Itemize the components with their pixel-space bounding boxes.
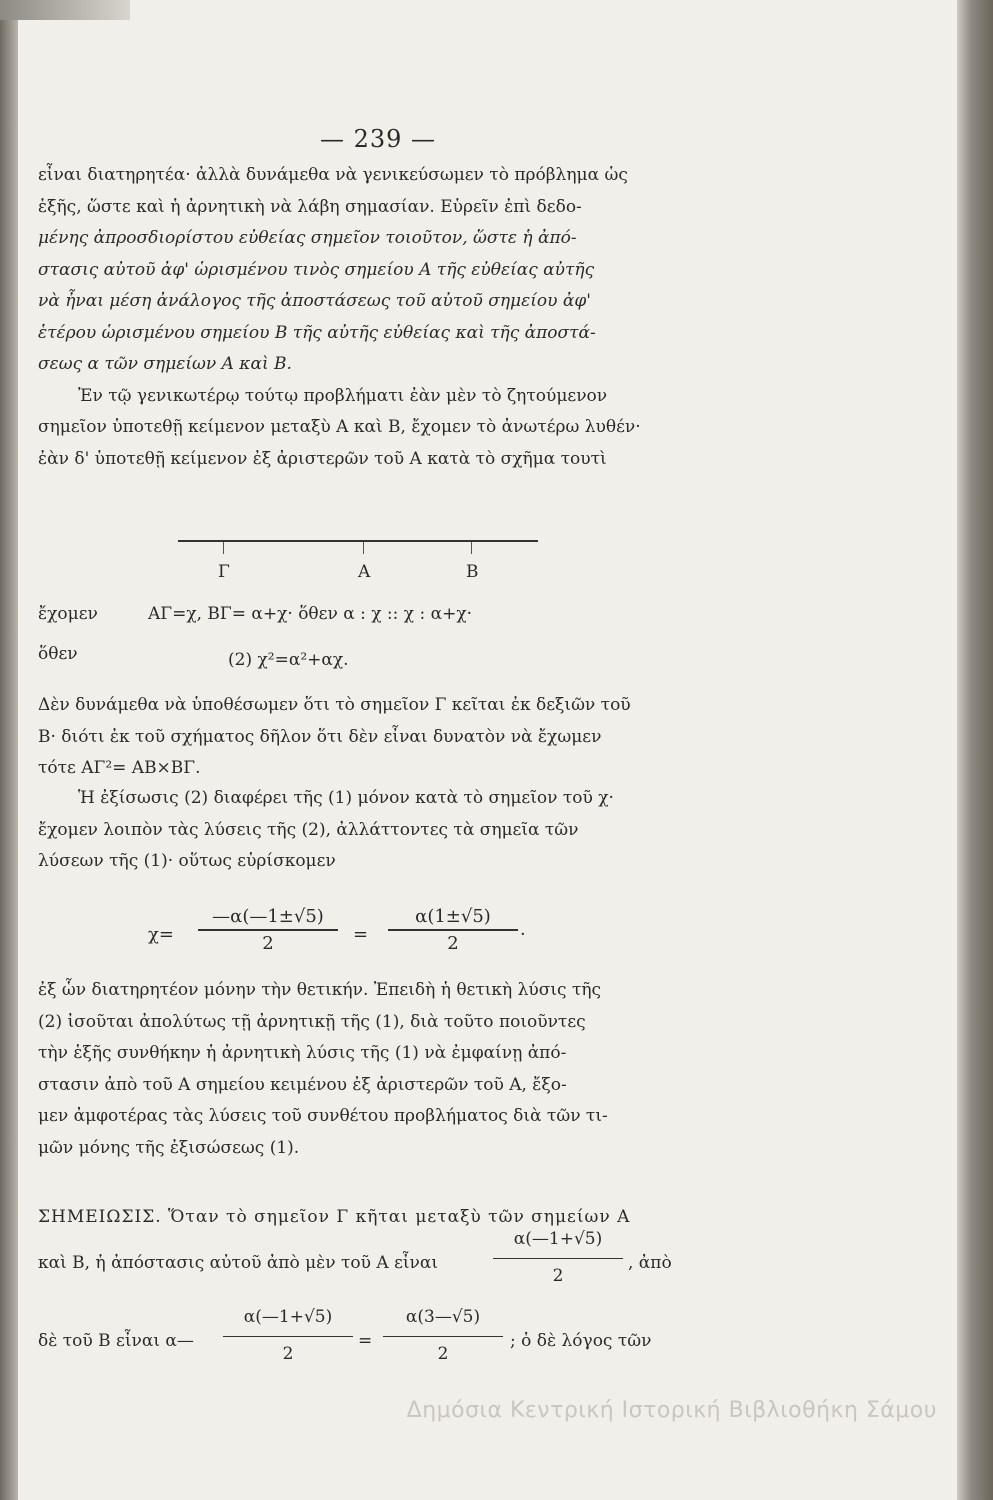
note-fraction-b bbox=[223, 1302, 353, 1371]
paragraph-note bbox=[38, 1202, 728, 1372]
fraction-bar bbox=[198, 929, 338, 931]
text-line: στασιν ἀπὸ τοῦ Α σημείου κειμένου ἐξ ἀριστερῶν τοῦ Α, ἔξο- bbox=[38, 1074, 567, 1095]
paragraph-right-side bbox=[38, 690, 728, 785]
fraction-bar bbox=[383, 1336, 503, 1338]
text-line: ἐξ ὧν διατηρητέον μόνην τὴν θετικήν. Ἐπειδὴ ἡ θετικὴ λύσις τῆς bbox=[38, 980, 602, 1000]
text-line: (2) ἰσοῦται ἀπολύτως τῇ ἀρνητικῇ τῆς (1), διὰ τοῦτο ποιοῦντες bbox=[38, 1011, 586, 1032]
formula-fraction-2 bbox=[388, 906, 518, 954]
figure-tick bbox=[223, 542, 224, 554]
fraction-numerator: α(—1+√5) bbox=[513, 1229, 603, 1249]
note-fraction-c bbox=[383, 1302, 503, 1371]
text-line: μεν ἀμφοτέρας τὰς λύσεις τοῦ συνθέτου προβλήματος διὰ τῶν τι- bbox=[38, 1106, 608, 1126]
note-line-3-start: δὲ τοῦ Β εἶναι α— bbox=[38, 1331, 194, 1351]
text-line: μένης ἀπροσδιορίστου εὐθείας σημεῖον τοιοῦτον, ὥστε ἡ ἀπό- bbox=[38, 228, 577, 248]
text-line: νὰ ἦναι μέση ἀνάλογος τῆς ἀποστάσεως τοῦ αὐτοῦ σημείου ἀφ' bbox=[38, 291, 591, 311]
note-line-3-end: ; ὁ δὲ λόγος τῶν bbox=[510, 1331, 652, 1351]
text-line: μῶν μόνης τῆς ἐξισώσεως (1). bbox=[38, 1137, 300, 1158]
formula-equals: = bbox=[353, 924, 369, 945]
text-line: ἔχομεν λοιπὸν τὰς λύσεις τῆς (2), ἀλλάττοντες τὰ σημεῖα τῶν bbox=[38, 819, 579, 840]
figure-line bbox=[178, 540, 538, 542]
fraction-numerator: α(3—√5) bbox=[405, 1307, 481, 1327]
page-edge-shadow bbox=[957, 0, 993, 1500]
text-line: ἑτέρου ὡρισμένου σημείου Β τῆς αὐτῆς εὐθείας καὶ τῆς ἀποστά- bbox=[38, 322, 596, 343]
note-fraction-a bbox=[493, 1224, 623, 1293]
fraction-numerator: α(—1+√5) bbox=[243, 1307, 333, 1327]
figure-label-gamma: Γ bbox=[218, 562, 230, 582]
equation-label-othen: ὅθεν bbox=[38, 644, 78, 664]
fraction-denominator: 2 bbox=[282, 1344, 294, 1364]
figure-label-alpha: Α bbox=[358, 562, 371, 582]
paragraph-positive-solution bbox=[38, 975, 728, 1164]
figure-tick bbox=[471, 542, 472, 554]
equation-1: ΑΓ=χ, ΒΓ= α+χ· ὅθεν α : χ :: χ : α+χ· bbox=[148, 604, 473, 624]
text-line: ἑξῆς, ὥστε καὶ ἡ ἀρνητικὴ νὰ λάβη σημασίαν. Εὑρεῖν ἐπὶ δεδο- bbox=[38, 196, 582, 217]
fraction-denominator: 2 bbox=[262, 932, 274, 954]
figure-label-beta: Β bbox=[466, 562, 479, 582]
equation-label-echomen: ἔχομεν bbox=[38, 604, 98, 624]
formula-tail: · bbox=[520, 924, 526, 945]
text-line: Ἡ ἐξίσωσις (2) διαφέρει τῆς (1) μόνον κατὰ τὸ σημεῖον τοῦ χ· bbox=[78, 788, 614, 808]
fraction-denominator: 2 bbox=[447, 932, 459, 954]
formula-lhs: χ= bbox=[148, 924, 174, 945]
paragraph-equation-difference bbox=[38, 783, 728, 878]
text-line: λύσεων τῆς (1)· οὕτως εὑρίσκομεν bbox=[38, 851, 336, 871]
fraction-bar bbox=[388, 929, 518, 931]
text-line: τὴν ἑξῆς συνθήκην ἡ ἀρνητικὴ λύσις τῆς (1) νὰ ἐμφαίνῃ ἀπό- bbox=[38, 1043, 567, 1063]
note-line-1: ΣΗΜΕΙΩΣΙΣ. Ὅταν τὸ σημεῖον Γ κῆται μεταξὺ τῶν σημείων Α bbox=[38, 1207, 631, 1227]
equation-2: (2) χ²=α²+αχ. bbox=[228, 650, 349, 670]
fraction-bar bbox=[223, 1336, 353, 1338]
line-segment-figure bbox=[178, 536, 538, 590]
figure-tick bbox=[363, 542, 364, 554]
book-spine bbox=[0, 0, 18, 1500]
fraction-numerator: —α(—1±√5) bbox=[212, 906, 324, 927]
note-equals: = bbox=[358, 1331, 373, 1351]
text-line: σημεῖον ὑποτεθῇ κείμενον μεταξὺ Α καὶ Β, ἔχομεν τὸ ἀνωτέρω λυθέν· bbox=[38, 417, 641, 437]
fraction-denominator: 2 bbox=[437, 1344, 449, 1364]
text-line: τότε ΑΓ²= ΑΒ×ΒΓ. bbox=[38, 758, 201, 778]
text-line: εἶναι διατηρητέα· ἀλλὰ δυνάμεθα νὰ γενικεύσωμεν τὸ πρόβλημα ὡς bbox=[38, 165, 628, 185]
paragraph-problem-generalization bbox=[38, 160, 728, 475]
text-line: ἐὰν δ' ὑποτεθῇ κείμενον ἐξ ἀριστερῶν τοῦ Α κατὰ τὸ σχῆμα τουτὶ bbox=[38, 448, 607, 469]
note-line-2-end: , ἀπὸ bbox=[628, 1253, 672, 1273]
fraction-bar bbox=[493, 1258, 623, 1260]
text-line: σεως α τῶν σημείων Α καὶ Β. bbox=[38, 354, 292, 374]
text-line: Δὲν δυνάμεθα νὰ ὑποθέσωμεν ὅτι τὸ σημεῖον Γ κεῖται ἐκ δεξιῶν τοῦ bbox=[38, 695, 631, 715]
text-line: Β· διότι ἐκ τοῦ σχήματος δῆλον ὅτι δὲν εἶναι δυνατὸν νὰ ἔχωμεν bbox=[38, 726, 602, 747]
text-line: Ἐν τῷ γενικωτέρῳ τούτῳ προβλήματι ἐὰν μὲν τὸ ζητούμενον bbox=[78, 385, 608, 406]
page-number: — 239 — bbox=[319, 125, 437, 153]
fraction-numerator: α(1±√5) bbox=[415, 906, 491, 927]
library-watermark: Δημόσια Κεντρική Ιστορική Βιβλιοθήκη Σάμου bbox=[406, 1398, 937, 1423]
fraction-denominator: 2 bbox=[552, 1266, 564, 1286]
text-line: στασις αὐτοῦ ἀφ' ὡρισμένου τινὸς σημείου Α τῆς εὐθείας αὐτῆς bbox=[38, 259, 595, 280]
book-page bbox=[18, 0, 957, 1500]
note-line-2-start: καὶ Β, ἡ ἀπόστασις αὐτοῦ ἀπὸ μὲν τοῦ Α εἶναι bbox=[38, 1253, 439, 1273]
scan-edge bbox=[0, 0, 130, 20]
formula-fraction-1 bbox=[198, 906, 338, 954]
